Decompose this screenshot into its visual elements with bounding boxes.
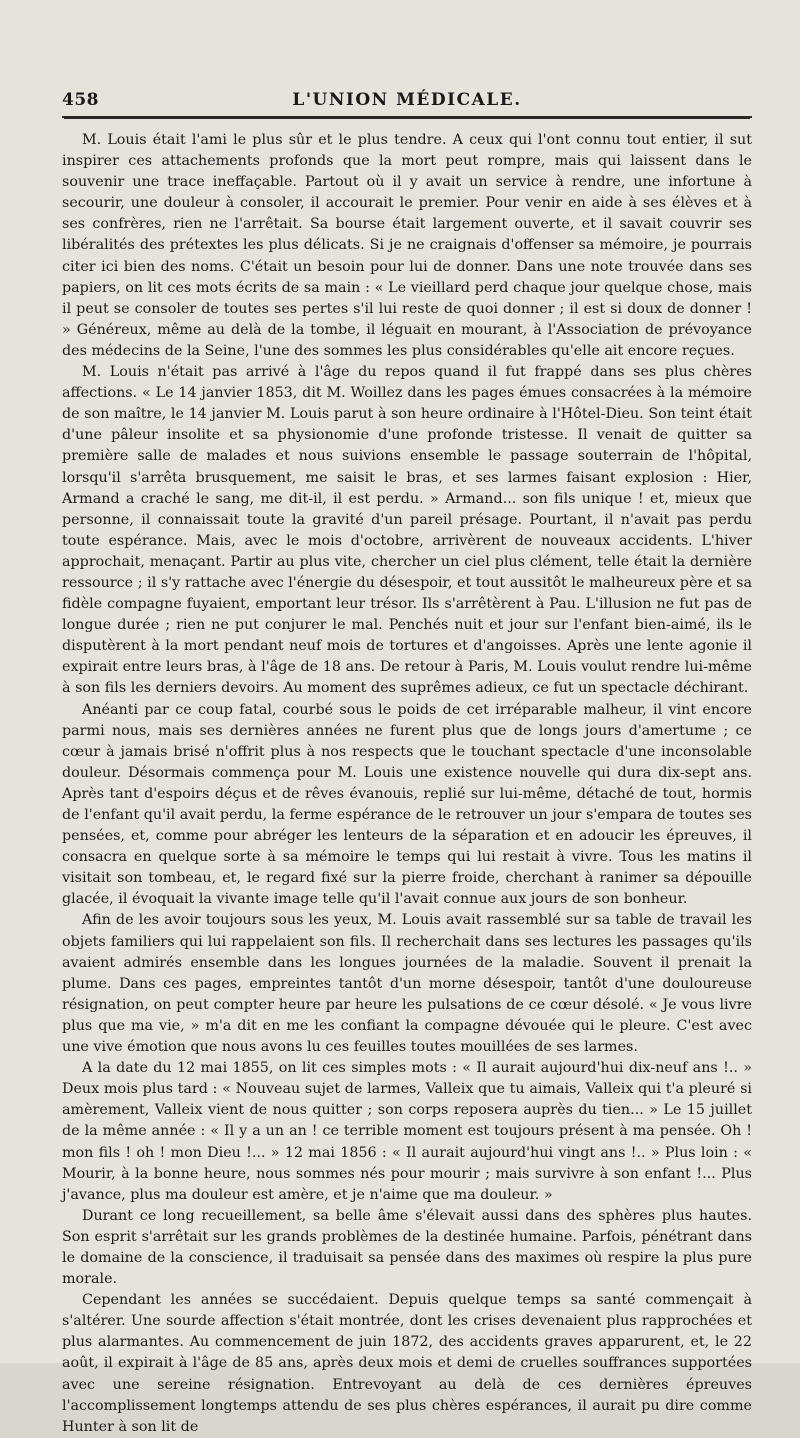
paragraph-5: A la date du 12 mai 1855, on lit ces simples mots : « Il aurait aujourd'hui dix-neuf ans !.. » Deux mois plus tard : « Nouveau sujet de larmes, Valleix que tu aimais, Valleix qui t'a pleuré si amèrement, Valleix vient de nous quitter ; son corps reposera auprès du tien... » Le 15 juillet de la même année : « Il y a un an ! ce terrible moment est toujours présent à ma pensée. Oh ! mon fils ! oh ! mon Dieu !... » 12 mai 1856 : « Il aurait aujourd'hui vingt ans !.. » Plus loin : « Mourir, à la bonne heure, nous sommes nés pour mourir ; mais survivre à son enfant !... Plus j'avance, plus ma douleur est amère, et je n'aime que ma douleur. » — [62, 1060, 752, 1203]
paragraph-3: Anéanti par ce coup fatal, courbé sous le poids de cet irréparable malheur, il vint encore parmi nous, mais ses dernières années ne furent plus que de longs jours d'amertume ; ce cœur à jamais brisé n'offrit plus à nos respects que le touchant spectacle d'une inconsolable douleur. Désormais commença pour M. Louis une existence nouvelle qui dura dix-sept ans. Après tant d'espoirs déçus et de rêves évanouis, replié sur lui-même, détaché de tout, hormis de l'enfant qu'il avait perdu, la ferme espérance de le retrouver un jour s'empara de toutes ses pensées, et, comme pour abréger les lenteurs de la séparation et en adoucir les épreuves, il consacra en quelque sorte à sa mémoire le temps qui lui restait à vivre. Tous les matins il visitait son tombeau, et, le regard fixé sur la pierre froide, cherchant à ranimer sa dépouille glacée, il évoquait la vivante image telle qu'il l'avait connue aux jours de son bonheur. — [62, 701, 752, 908]
body-text — [62, 130, 752, 1438]
paragraph-4: Afin de les avoir toujours sous les yeux, M. Louis avait rassemblé sur sa table de travail les objets familiers qui lui rappelaient son fils. Il recherchait dans ses lectures les passages qu'ils avaient admirés ensemble dans les longues journées de la maladie. Souvent il prenait la plume. Dans ces pages, empreintes tantôt d'un morne désespoir, tantôt d'une douloureuse résignation, on peut compter heure par heure les pulsations de ce cœur désolé. « Je vous livre plus que ma vie, » m'a dit en me les confiant la compagne dévouée qui le pleure. C'est avec une vive émotion que nous avons lu ces feuilles toutes mouillées de ses larmes. — [62, 912, 752, 1056]
paragraph-7: Cependant les années se succédaient. Depuis quelque temps sa santé commençait à s'altérer. Une sourde affection s'était montrée, dont les crises devenaient plus rapprochées et plus alarmantes. Au commencement de juin 1872, des accidents graves apparurent, et, le 22 août, il expirait à l'âge de 85 ans, après deux mois et demi de cruelles souffrances supportées avec une sereine résignation. Entrevoyant au delà de ces dernières épreuves l'accomplissement longtemps attendu de ses plus chères espérances, il aurait pu dire comme Hunter à son lit de — [62, 1292, 752, 1435]
paragraph-2: M. Louis n'était pas arrivé à l'âge du repos quand il fut frappé dans ses plus chères affections. « Le 14 janvier 1853, dit M. Woillez dans les pages émues consacrées à la mémoire de son maître, le 14 janvier M. Louis parut à son heure ordinaire à l'Hôtel-Dieu. Son teint était d'une pâleur insolite et sa physionomie d'une profonde tristesse. Il venait de quitter sa première salle de malades et nous suivions ensemble le passage souterrain de l'hôpital, lorsqu'il s'arrêta brusquement, me saisit le bras, et ses larmes faisant explosion : Hier, Armand a craché le sang, me dit-il, il est perdu. » Armand... son fils unique ! et, mieux que personne, il connaissait toute la gravité d'un pareil présage. Pourtant, il n'avait pas perdu toute espérance. Mais, avec le mois d'octobre, arrivèrent de nouveaux accidents. L'hiver approchait, menaçant. Partir au plus vite, chercher un ciel plus clément, telle était la dernière ressource ; il s'y rattache avec l'énergie du désespoir, et tout aussitôt le malheureux père et sa fidèle compagne fuyaient, emportant leur trésor. Ils s'arrêtèrent à Pau. L'illusion ne fut pas de longue durée ; rien ne put conjurer le mal. Penchés nuit et jour sur l'enfant bien-aimé, ils le disputèrent à la mort pendant neuf mois de tortures et d'angoisses. Après une lente agonie il expirait entre leurs bras, à l'âge de 18 ans. De retour à Paris, M. Louis voulut rendre lui-même à son fils les derniers devoirs. Au moment des suprêmes adieux, ce fut un spectacle déchirant. — [62, 364, 752, 697]
page-number: 458 — [62, 90, 99, 110]
paragraph-6: Durant ce long recueillement, sa belle âme s'élevait aussi dans des sphères plus hautes. Son esprit s'arrêtait sur les grands problèmes de la destinée humaine. Parfois, pénétrant dans le domaine de la conscience, il traduisait sa pensée dans des maximes où respire la plus pure morale. — [62, 1207, 752, 1288]
paragraph-1: M. Louis était l'ami le plus sûr et le plus tendre. A ceux qui l'ont connu tout entier, il sut inspirer ces attachements profonds que la mort peut rompre, mais qui laissent dans le souvenir une trace ineffaçable. Partout où il y avait un service à rendre, une infortune à secourir, une douleur à consoler, il accourait le premier. Pour venir en aide à ses élèves et à ses confrères, rien ne l'arrêtait. Sa bourse était largement ouverte, et il savait couvrir ses libéralités des prétextes les plus délicats. Si je ne craignais d'offenser sa mémoire, je pourrais citer ici bien des noms. C'était un besoin pour lui de donner. Dans une note trouvée dans ses papiers, on lit ces mots écrits de sa main : « Le vieillard perd chaque jour quelque chose, mais il peut se consoler de toutes ses pertes s'il lui reste de quoi donner ; il est si doux de donner ! » Généreux, même au delà de la tombe, il léguait en mourant, à l'Association de prévoyance des médecins de la Seine, l'une des sommes les plus considérables qu'elle ait encore reçues. — [62, 132, 752, 359]
running-title: L'UNION MÉDICALE. — [292, 90, 522, 110]
page-header — [62, 86, 752, 118]
